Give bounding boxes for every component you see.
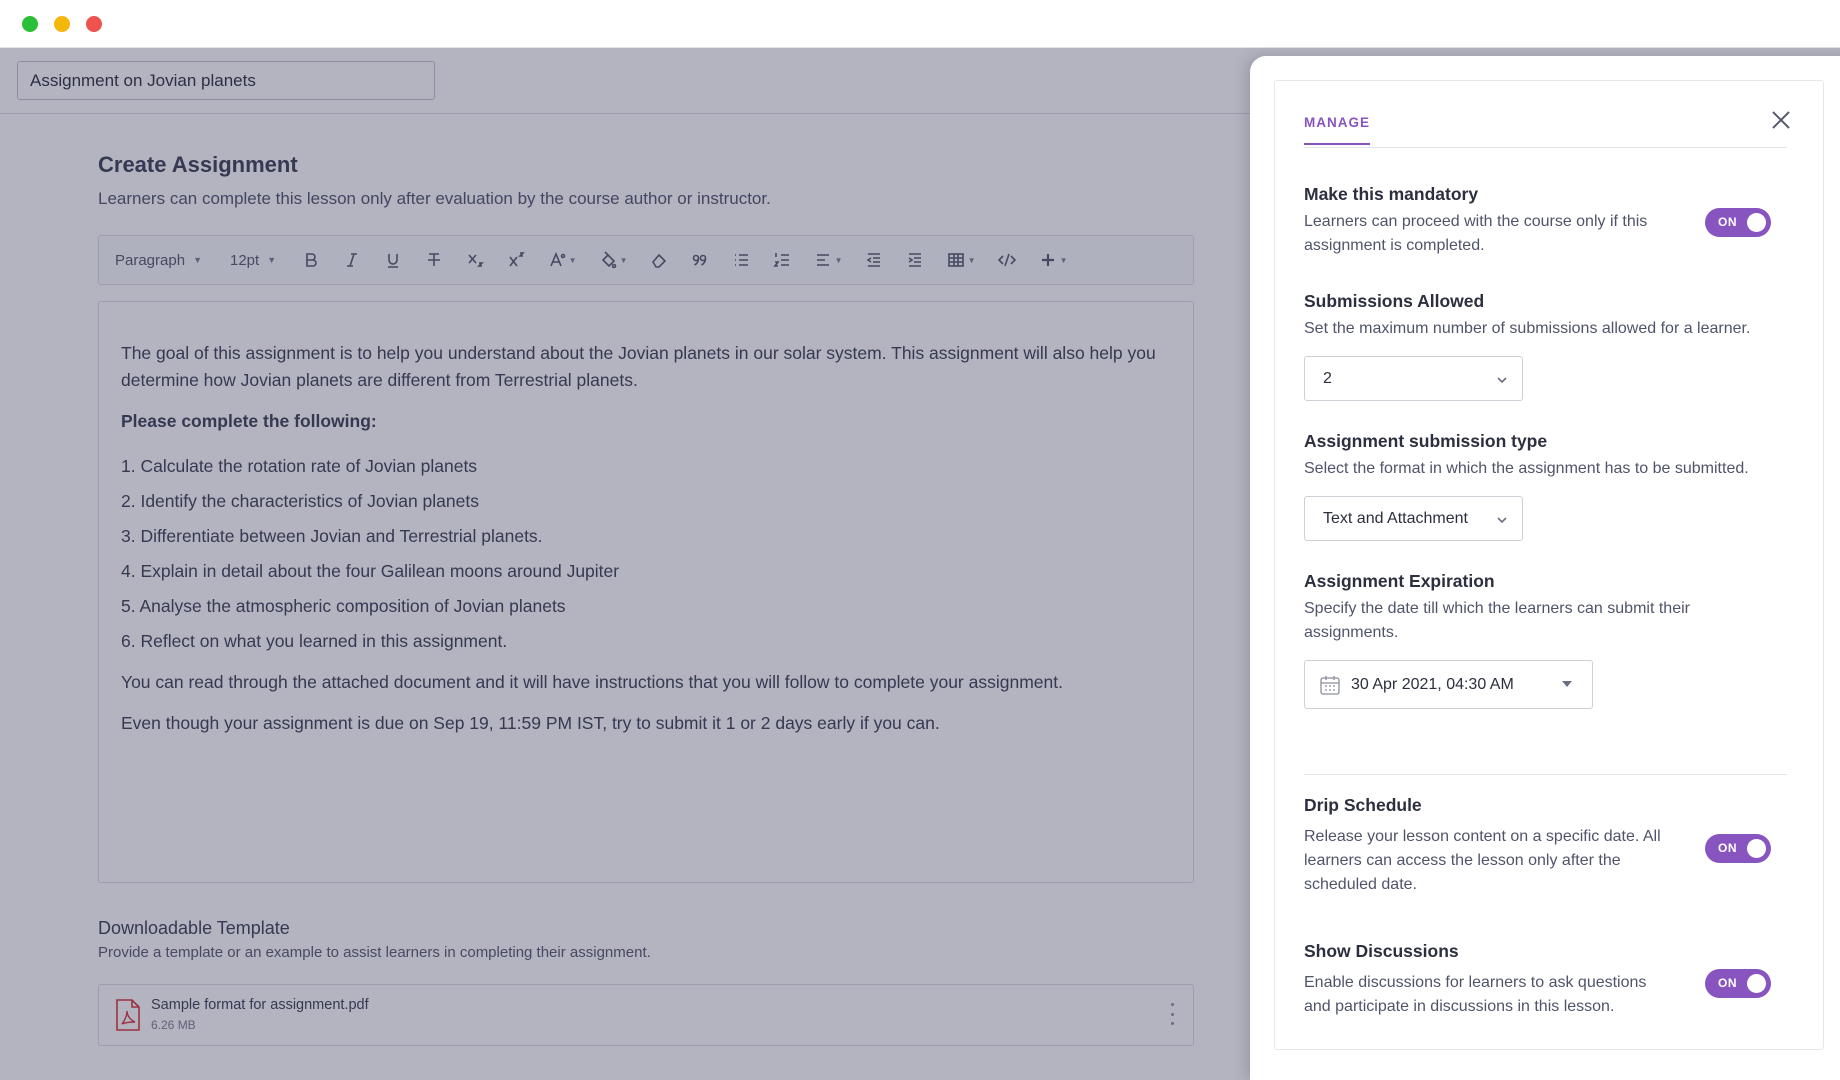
content-list-heading: Please complete the following: bbox=[121, 411, 377, 431]
bold-icon[interactable] bbox=[296, 245, 326, 275]
bullet-list-icon[interactable] bbox=[726, 245, 756, 275]
subscript-icon[interactable] bbox=[460, 245, 490, 275]
superscript-icon[interactable] bbox=[501, 245, 531, 275]
submissions-allowed-title: Submissions Allowed bbox=[1304, 291, 1485, 311]
drip-schedule-description: Release your lesson content on a specific date. All learners can access the lesson only after the scheduled date. bbox=[1304, 828, 1661, 893]
submission-type-title: Assignment submission type bbox=[1304, 431, 1548, 451]
pdf-file-icon bbox=[115, 999, 141, 1031]
attached-file-row[interactable] bbox=[98, 984, 1194, 1046]
list-item: 6. Reflect on what you learned in this assignment. bbox=[121, 631, 508, 651]
chevron-down-icon: ▼ bbox=[267, 255, 277, 265]
downloadable-template-title: Downloadable Template bbox=[98, 918, 290, 938]
caret-down-icon bbox=[1562, 681, 1572, 687]
close-icon[interactable] bbox=[1770, 109, 1792, 131]
toggle-label: ON bbox=[1718, 215, 1737, 229]
toggle-label: ON bbox=[1718, 841, 1737, 855]
paragraph-style-label: Paragraph bbox=[115, 251, 186, 269]
quote-icon[interactable] bbox=[685, 245, 715, 275]
chevron-down-icon: ▼ bbox=[568, 255, 577, 265]
paragraph-style-dropdown[interactable] bbox=[115, 245, 202, 275]
assignment-title-input[interactable] bbox=[17, 61, 435, 100]
expiration-date-picker[interactable] bbox=[1304, 660, 1593, 709]
content-paragraph: You can read through the attached document and it will have instructions that you will follow to complete your assignment. bbox=[121, 672, 1063, 692]
font-size-label: 12pt bbox=[229, 251, 260, 269]
eraser-icon[interactable] bbox=[644, 245, 674, 275]
list-item: 1. Calculate the rotation rate of Jovian planets bbox=[121, 456, 478, 476]
rich-text-toolbar bbox=[98, 235, 1194, 285]
toggle-label: ON bbox=[1718, 976, 1737, 990]
window-close-button[interactable] bbox=[86, 16, 102, 32]
chevron-down-icon: ▼ bbox=[193, 255, 202, 265]
show-discussions-description: Enable discussions for learners to ask questions and participate in discussions in this lesson. bbox=[1304, 974, 1647, 1015]
manage-side-panel bbox=[1250, 56, 1840, 1080]
content-intro: The goal of this assignment is to help you understand about the Jovian planets in our solar system. This assignment will also help you determine how Jovian planets are different from Terrestrial planets. bbox=[121, 343, 1156, 390]
expiration-date-value: 30 Apr 2021, 04:30 AM bbox=[1351, 675, 1514, 693]
section-divider bbox=[1304, 774, 1787, 775]
align-icon[interactable] bbox=[808, 245, 848, 275]
fill-color-icon[interactable] bbox=[593, 245, 633, 275]
file-name: Sample format for assignment.pdf bbox=[151, 997, 369, 1013]
task-list bbox=[121, 449, 1171, 659]
numbered-list-icon[interactable] bbox=[767, 245, 797, 275]
mandatory-description: Learners can proceed with the course only if this assignment is completed. bbox=[1304, 213, 1648, 254]
file-size: 6.26 MB bbox=[151, 1018, 196, 1032]
expiration-title: Assignment Expiration bbox=[1304, 571, 1495, 591]
chevron-down-icon: ▼ bbox=[619, 255, 628, 265]
toggle-knob bbox=[1747, 213, 1766, 232]
page-title: Create Assignment bbox=[98, 152, 298, 177]
content-paragraph: Even though your assignment is due on Sep 19, 11:59 PM IST, try to submit it 1 or 2 days early if you can. bbox=[121, 713, 940, 733]
table-icon[interactable] bbox=[941, 245, 981, 275]
submission-type-select[interactable] bbox=[1304, 496, 1523, 541]
chevron-down-icon: ▼ bbox=[834, 255, 843, 265]
font-size-dropdown[interactable] bbox=[230, 245, 276, 275]
list-item: 2. Identify the characteristics of Jovian planets bbox=[121, 491, 479, 511]
assignment-content-editor[interactable] bbox=[98, 301, 1194, 883]
chevron-down-icon: ▼ bbox=[967, 255, 976, 265]
chevron-down-icon bbox=[1496, 373, 1508, 385]
italic-icon[interactable] bbox=[337, 245, 367, 275]
list-item: 3. Differentiate between Jovian and Terrestrial planets. bbox=[121, 526, 543, 546]
indent-icon[interactable] bbox=[900, 245, 930, 275]
code-icon[interactable] bbox=[992, 245, 1022, 275]
window-minimize-button[interactable] bbox=[54, 16, 70, 32]
submissions-allowed-description: Set the maximum number of submissions allowed for a learner. bbox=[1304, 320, 1751, 337]
downloadable-template-subtitle: Provide a template or an example to assist learners in completing their assignment. bbox=[98, 944, 651, 961]
drip-schedule-toggle[interactable] bbox=[1705, 834, 1771, 863]
toggle-knob bbox=[1747, 974, 1766, 993]
tab-manage[interactable]: MANAGE bbox=[1304, 115, 1370, 145]
show-discussions-title: Show Discussions bbox=[1304, 941, 1459, 961]
page-subtitle: Learners can complete this lesson only after evaluation by the course author or instructor. bbox=[98, 189, 771, 208]
calendar-icon bbox=[1319, 674, 1341, 696]
tab-divider bbox=[1304, 147, 1787, 148]
outdent-icon[interactable] bbox=[859, 245, 889, 275]
chevron-down-icon bbox=[1496, 513, 1508, 525]
select-value: Text and Attachment bbox=[1323, 509, 1468, 527]
drip-schedule-title: Drip Schedule bbox=[1304, 795, 1422, 815]
chevron-down-icon: ▼ bbox=[1059, 255, 1068, 265]
manage-settings-card bbox=[1274, 80, 1824, 1050]
mandatory-toggle[interactable] bbox=[1705, 208, 1771, 237]
strikethrough-icon[interactable] bbox=[419, 245, 449, 275]
select-value: 2 bbox=[1323, 369, 1332, 387]
window-titlebar bbox=[0, 0, 1840, 48]
expiration-description: Specify the date till which the learners can submit their assignments. bbox=[1304, 600, 1690, 641]
list-item: 4. Explain in detail about the four Galilean moons around Jupiter bbox=[121, 561, 620, 581]
more-options-icon[interactable] bbox=[1169, 1003, 1175, 1025]
list-item: 5. Analyse the atmospheric composition of Jovian planets bbox=[121, 596, 566, 616]
submission-type-description: Select the format in which the assignment has to be submitted. bbox=[1304, 460, 1749, 477]
font-color-icon[interactable] bbox=[542, 245, 582, 275]
underline-icon[interactable] bbox=[378, 245, 408, 275]
mandatory-title: Make this mandatory bbox=[1304, 184, 1479, 204]
window-maximize-button[interactable] bbox=[22, 16, 38, 32]
show-discussions-toggle[interactable] bbox=[1705, 969, 1771, 998]
submissions-allowed-select[interactable] bbox=[1304, 356, 1523, 401]
insert-plus-icon[interactable] bbox=[1033, 245, 1073, 275]
toggle-knob bbox=[1747, 839, 1766, 858]
